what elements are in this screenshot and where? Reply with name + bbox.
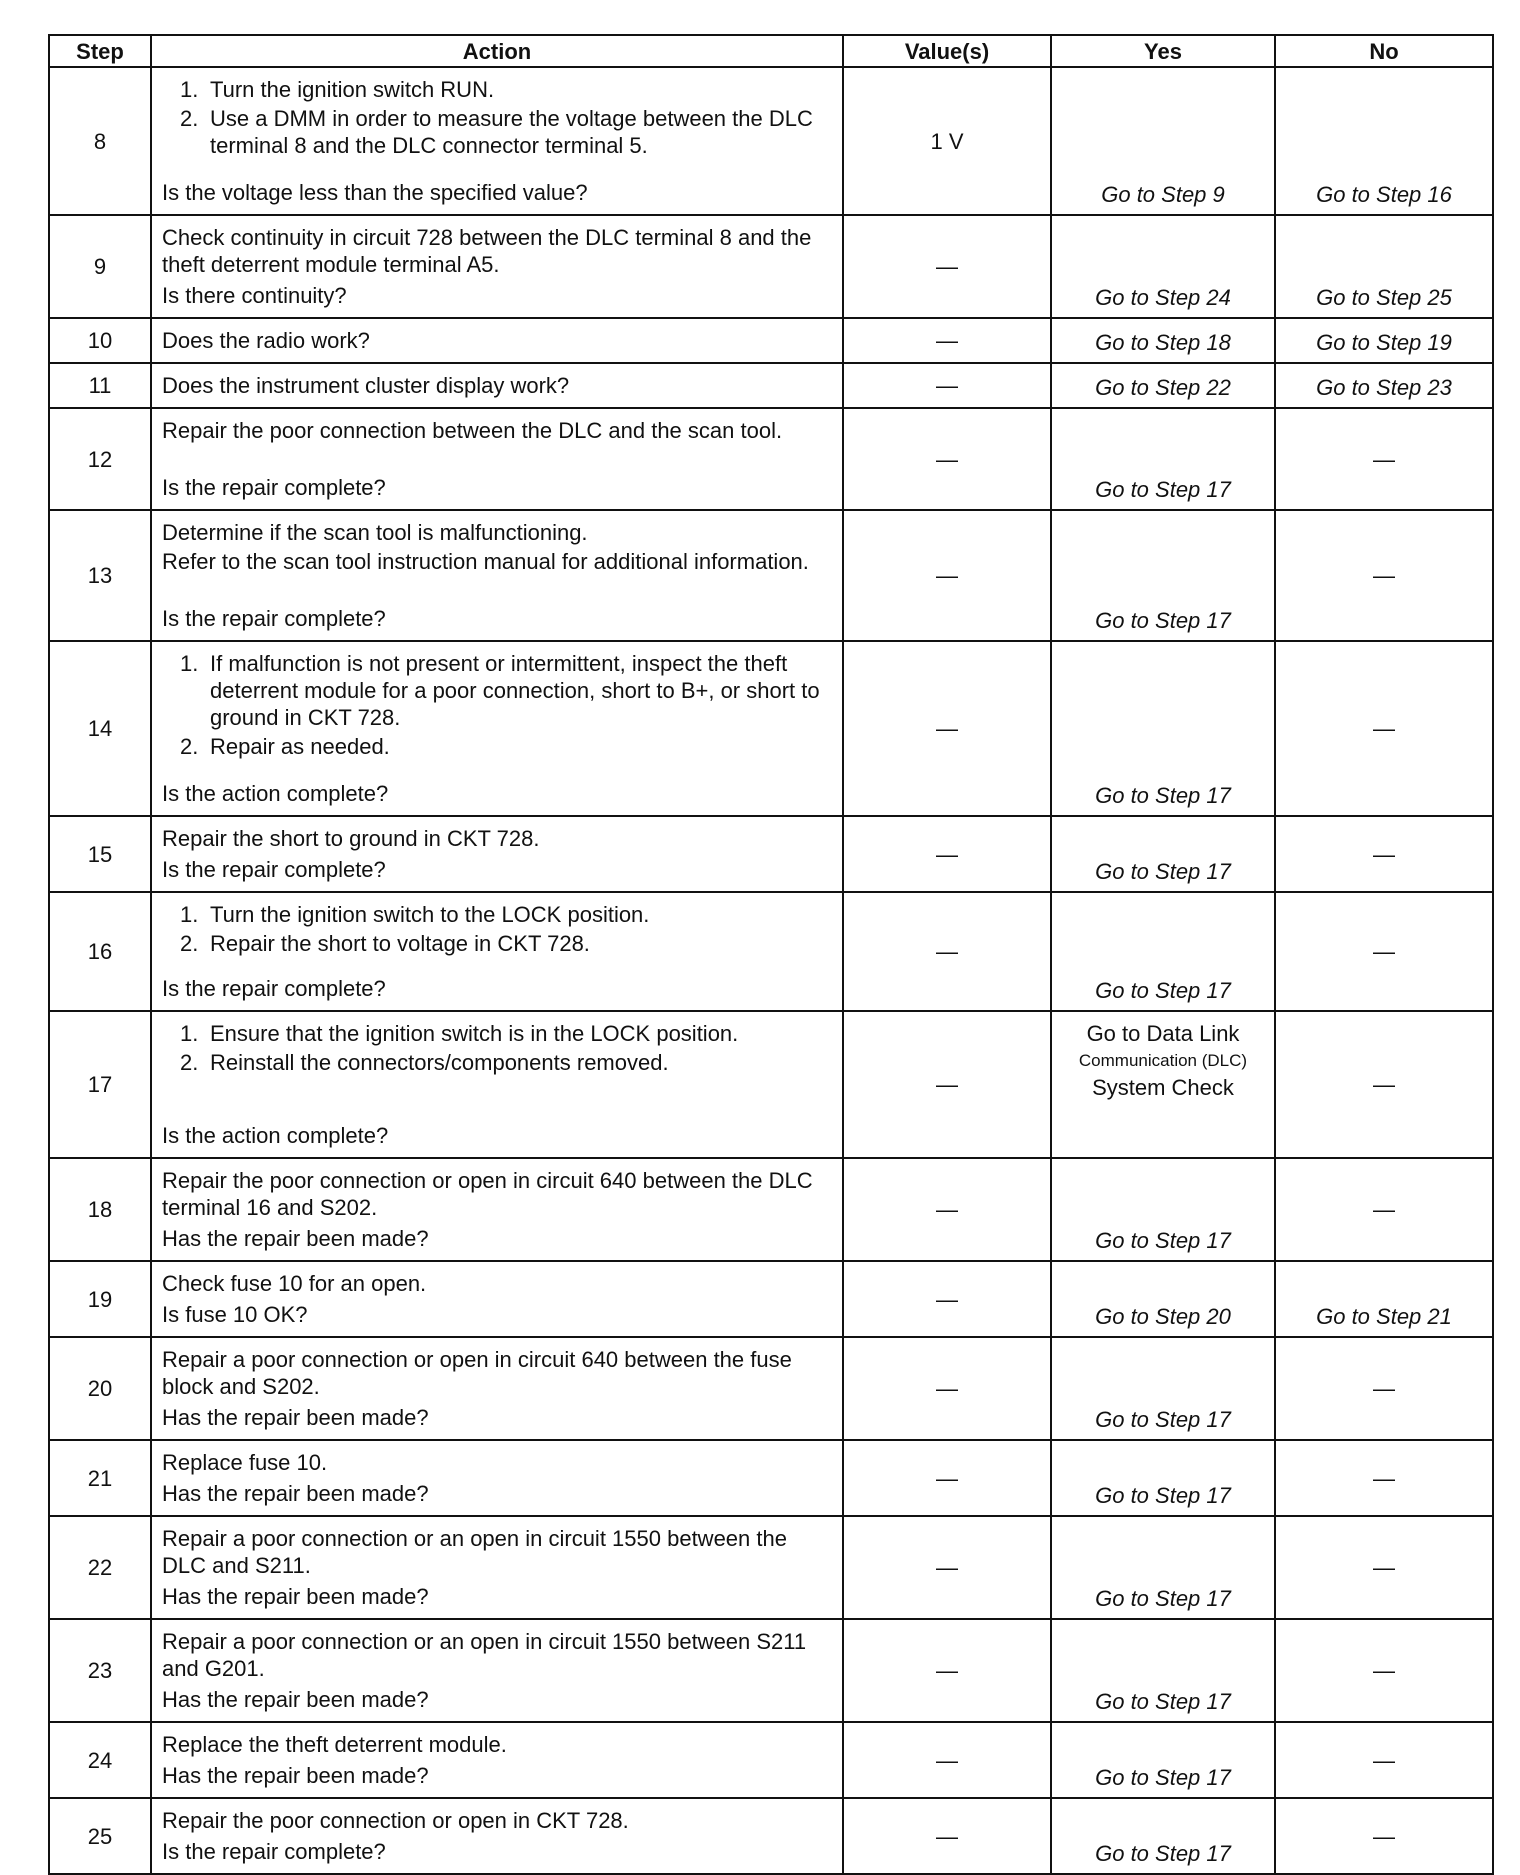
step-number: 17 [49,1011,151,1158]
no-cell: — [1275,408,1493,510]
action-instructions [162,415,832,446]
numbered-step [162,1020,832,1047]
action-content [162,1805,832,1867]
header-action: Action [151,35,843,67]
table-row [49,363,1493,408]
action-text: Does the instrument cluster display work? [162,373,570,398]
step-text: If malfunction is not present or intermittent, inspect the theft deterrent module for a poor connection, short to B+, or short to ground in CKT 728. [210,651,820,730]
action-content [162,1626,832,1715]
action-cell [151,1798,843,1874]
action-text: Repair the short to ground in CKT 728. [162,826,540,851]
step-text: Turn the ignition switch RUN. [210,77,495,102]
yes-cell: Go to Step 17 [1051,1722,1275,1798]
header-step: Step [49,35,151,67]
no-cell: Go to Step 19 [1275,318,1493,363]
no-cell: — [1275,1337,1493,1440]
action-question: Has the repair been made? [162,1226,429,1251]
yes-cell: Go to Step 17 [1051,892,1275,1011]
step-number: 21 [49,1440,151,1516]
table-body [49,67,1493,1874]
action-instructions [162,648,832,762]
action-text: Replace fuse 10. [162,1450,328,1475]
action-cell [151,1261,843,1337]
numbered-step [162,650,832,731]
step-number: 14 [49,641,151,816]
value-cell: — [843,892,1051,1011]
action-cell [151,641,843,816]
table-row [49,408,1493,510]
no-cell: Go to Step 23 [1275,363,1493,408]
step-number: 15 [49,816,151,892]
yes-cell: Go to Step 17 [1051,510,1275,641]
yes-cell: Go to Step 22 [1051,363,1275,408]
step-number: 19 [49,1261,151,1337]
yes-cell: Go to Step 17 [1051,1798,1275,1874]
numbered-step [162,930,832,957]
action-question: Is the repair complete? [162,1839,386,1864]
action-instructions [162,1344,832,1402]
action-instructions [162,1805,832,1836]
action-content [162,1523,832,1612]
yes-cell: Go to Step 17 [1051,1440,1275,1516]
no-cell: — [1275,1516,1493,1619]
no-cell: Go to Step 16 [1275,67,1493,215]
yes-cell: Go to Step 24 [1051,215,1275,318]
value-cell: — [843,363,1051,408]
action-content [162,415,832,503]
action-question: Is there continuity? [162,283,347,308]
action-cell [151,1722,843,1798]
step-index: 1. [180,651,199,676]
action-content [162,222,832,311]
action-text: Repair a poor connection or an open in circuit 1550 between the DLC and S211. [162,1526,787,1578]
header-yes: Yes [1051,35,1275,67]
action-content [162,899,832,1004]
yes-cell: Go to Step 18 [1051,318,1275,363]
table-row [49,1261,1493,1337]
yes-cell: Go to Step 17 [1051,641,1275,816]
table-row [49,1516,1493,1619]
value-cell: — [843,1158,1051,1261]
action-cell [151,363,843,408]
yes-cell: Go to Step 17 [1051,1337,1275,1440]
table-row [49,1798,1493,1874]
step-text: Ensure that the ignition switch is in the LOCK position. [210,1021,739,1046]
action-cell [151,510,843,641]
action-question: Has the repair been made? [162,1687,429,1712]
yes-cell: Go to Step 20 [1051,1261,1275,1337]
yes-cell [1051,1011,1275,1158]
table-row [49,1011,1493,1158]
value-cell: — [843,1440,1051,1516]
table-row [49,1722,1493,1798]
table-row [49,1619,1493,1722]
action-instructions [162,823,832,854]
action-text: Check fuse 10 for an open. [162,1271,427,1296]
table-row [49,1440,1493,1516]
step-number: 9 [49,215,151,318]
action-content [162,1729,832,1791]
value-cell: — [843,510,1051,641]
action-content [162,1165,832,1254]
action-question: Is the repair complete? [162,606,386,631]
action-text: Check continuity in circuit 728 between the DLC terminal 8 and the theft deterrent module terminal A5. [162,225,812,277]
action-text: Repair a poor connection or open in circuit 640 between the fuse block and S202. [162,1347,792,1399]
action-cell [151,1158,843,1261]
action-instructions [162,1447,832,1478]
action-cell [151,892,843,1011]
yes-line: Go to Data Link [1086,1021,1240,1046]
action-question: Is the action complete? [162,781,389,806]
step-number: 8 [49,67,151,215]
table-row [49,1337,1493,1440]
table-row [49,510,1493,641]
action-question: Is the action complete? [162,1123,389,1148]
step-index: 2. [180,1050,199,1075]
no-cell: Go to Step 21 [1275,1261,1493,1337]
no-cell: — [1275,1440,1493,1516]
no-cell: — [1275,816,1493,892]
no-cell: — [1275,1798,1493,1874]
action-cell [151,1440,843,1516]
action-instructions [162,517,832,577]
yes-cell: Go to Step 17 [1051,1619,1275,1722]
action-question: Is the repair complete? [162,475,386,500]
action-content [162,1268,832,1330]
value-cell: — [843,1011,1051,1158]
action-question: Has the repair been made? [162,1584,429,1609]
table-row [49,892,1493,1011]
yes-cell: Go to Step 17 [1051,1158,1275,1261]
numbered-step [162,901,832,928]
value-cell: — [843,1619,1051,1722]
action-question: Has the repair been made? [162,1405,429,1430]
value-cell: — [843,215,1051,318]
step-text: Turn the ignition switch to the LOCK position. [210,902,650,927]
step-number: 12 [49,408,151,510]
diagnostic-table [48,34,1494,1875]
value-cell: — [843,408,1051,510]
action-instructions [162,74,832,161]
value-cell: — [843,1261,1051,1337]
step-number: 22 [49,1516,151,1619]
action-instructions [162,325,832,356]
action-content [162,74,832,208]
action-text: Repair the poor connection or open in CKT 728. [162,1808,629,1833]
no-cell: — [1275,1011,1493,1158]
step-index: 1. [180,902,199,927]
value-cell: — [843,1798,1051,1874]
action-instructions [162,222,832,280]
action-text: Repair the poor connection or open in circuit 640 between the DLC terminal 16 and S202. [162,1168,813,1220]
action-cell [151,67,843,215]
action-instructions [162,370,832,401]
numbered-step [162,733,832,760]
step-index: 2. [180,106,199,131]
no-cell: Go to Step 25 [1275,215,1493,318]
value-cell: — [843,1337,1051,1440]
yes-cell: Go to Step 17 [1051,1516,1275,1619]
step-number: 16 [49,892,151,1011]
action-question: Is the repair complete? [162,857,386,882]
value-cell: — [843,641,1051,816]
action-instructions [162,1523,832,1581]
action-question: Is the repair complete? [162,976,386,1001]
header-no: No [1275,35,1493,67]
action-content [162,370,832,401]
step-index: 1. [180,1021,199,1046]
action-text: Refer to the scan tool instruction manual for additional information. [162,549,809,574]
value-cell: — [843,1516,1051,1619]
action-question: Is the voltage less than the specified value? [162,180,588,205]
step-index: 1. [180,77,199,102]
yes-cell: Go to Step 9 [1051,67,1275,215]
action-instructions [162,1626,832,1684]
no-cell: — [1275,892,1493,1011]
yes-line: System Check [1092,1075,1234,1100]
no-cell: — [1275,641,1493,816]
value-cell: 1 V [843,67,1051,215]
action-content [162,648,832,809]
header-values: Value(s) [843,35,1051,67]
action-content [162,517,832,634]
yes-cell: Go to Step 17 [1051,816,1275,892]
table-row [49,641,1493,816]
action-text: Determine if the scan tool is malfunctioning. [162,520,588,545]
table-row [49,67,1493,215]
numbered-step [162,76,832,103]
step-number: 11 [49,363,151,408]
no-cell: — [1275,1619,1493,1722]
step-text: Repair the short to voltage in CKT 728. [210,931,590,956]
action-cell [151,1011,843,1158]
action-text: Repair a poor connection or an open in circuit 1550 between S211 and G201. [162,1629,807,1681]
yes-cell: Go to Step 17 [1051,408,1275,510]
yes-line: Communication (DLC) [1078,1051,1248,1070]
step-number: 20 [49,1337,151,1440]
no-cell: — [1275,1722,1493,1798]
action-text: Repair the poor connection between the DLC and the scan tool. [162,418,783,443]
step-number: 25 [49,1798,151,1874]
table-row [49,1158,1493,1261]
step-text: Repair as needed. [210,734,390,759]
table-row [49,215,1493,318]
action-instructions [162,1268,832,1299]
table-row [49,816,1493,892]
value-cell: — [843,1722,1051,1798]
action-question: Is fuse 10 OK? [162,1302,308,1327]
action-content [162,1344,832,1433]
action-cell [151,1516,843,1619]
action-text: Replace the theft deterrent module. [162,1732,507,1757]
numbered-step [162,1049,832,1076]
action-instructions [162,899,832,959]
action-cell [151,408,843,510]
table-row [49,318,1493,363]
step-number: 23 [49,1619,151,1722]
action-content [162,1018,832,1151]
value-cell: — [843,816,1051,892]
step-number: 10 [49,318,151,363]
step-number: 24 [49,1722,151,1798]
action-cell [151,318,843,363]
action-content [162,325,832,356]
value-cell: — [843,318,1051,363]
action-cell [151,816,843,892]
no-cell: — [1275,510,1493,641]
step-number: 18 [49,1158,151,1261]
action-question: Has the repair been made? [162,1481,429,1506]
action-cell [151,215,843,318]
no-cell: — [1275,1158,1493,1261]
action-text: Does the radio work? [162,328,370,353]
action-cell [151,1337,843,1440]
action-content [162,823,832,885]
step-index: 2. [180,734,199,759]
action-cell [151,1619,843,1722]
step-number: 13 [49,510,151,641]
action-instructions [162,1165,832,1223]
numbered-step [162,105,832,159]
header-row [49,35,1493,67]
action-content [162,1447,832,1509]
step-index: 2. [180,931,199,956]
action-question: Has the repair been made? [162,1763,429,1788]
step-text: Reinstall the connectors/components removed. [210,1050,669,1075]
step-text: Use a DMM in order to measure the voltage between the DLC terminal 8 and the DLC connector terminal 5. [210,106,813,158]
action-instructions [162,1018,832,1078]
action-instructions [162,1729,832,1760]
